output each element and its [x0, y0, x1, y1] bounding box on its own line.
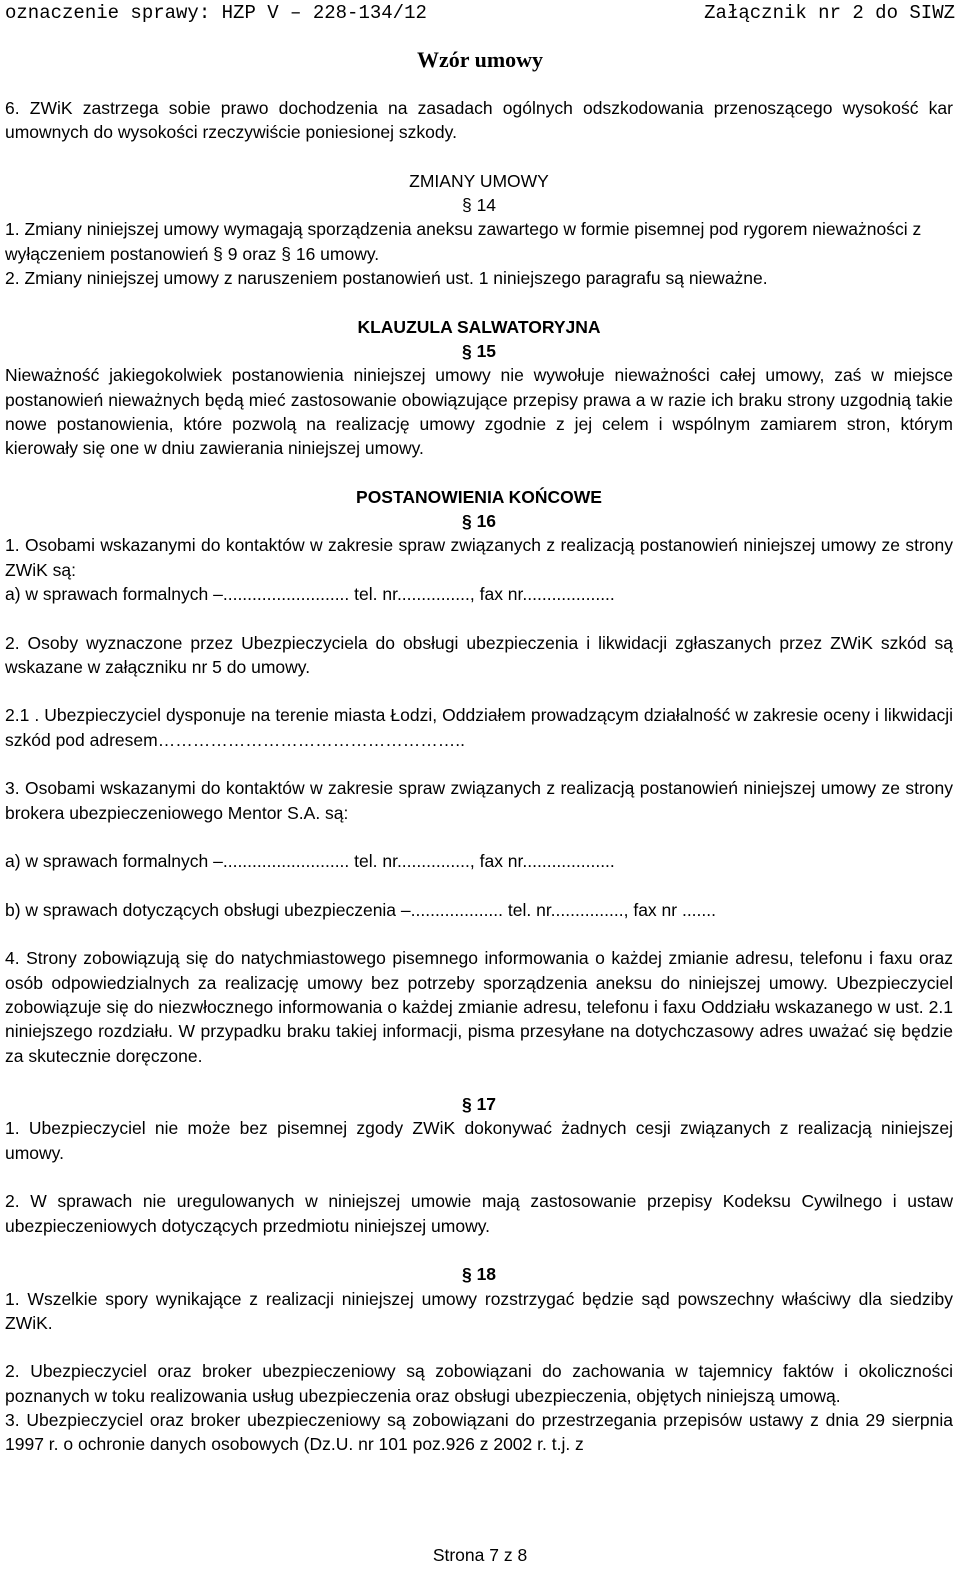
section-14-number: § 14 — [461, 195, 497, 216]
section-18-paragraph-3: 3. Ubezpieczyciel oraz broker ubezpieczeniowy są zobowiązani do przestrzegania przepisów ustawy z dnia 29 sierpnia 1997 r. o ochronie danych osobowych (Dz.U. nr 101 poz.926 z 2002 r. t.j. z — [5, 1410, 953, 1455]
section-15-heading: KLAUZULA SALWATORYJNA — [357, 316, 601, 337]
section-14-paragraph-1: 1. Zmiany niniejszej umowy wymagają sporządzenia aneksu zawartego w formie pisemnej pod rygorem nieważności z wyłączeniem postanowień § 9 oraz § 16 umowy. — [5, 219, 922, 264]
page-header — [5, 0, 955, 26]
case-reference: oznaczenie sprawy: HZP V – 228-134/12 — [5, 2, 427, 24]
section-16-paragraph-3: 3. Osobami wskazanymi do kontaktów w zakresie spraw związanych z realizacją postanowień niniejszej umowy ze strony brokera ubezpieczeniowego Mentor S.A. są: — [5, 778, 953, 823]
section-16-number: § 16 — [461, 511, 497, 532]
section-16-paragraph-2: 2. Osoby wyznaczone przez Ubezpieczyciela do obsługi ubezpieczenia i likwidacji zgłaszanych przez ZWiK szkód są wskazane w załączniku nr 5 do umowy. — [5, 632, 953, 677]
section-16-heading: POSTANOWIENIA KOŃCOWE — [356, 486, 602, 507]
section-16-paragraph-2-1: 2.1 . Ubezpieczyciel dysponuje na terenie miasta Łodzi, Oddziałem prowadzącym działalność w zakresie oceny i likwidacji szkód pod adresem…………………………………………….. — [5, 705, 953, 750]
section-17-paragraph-2: 2. W sprawach nie uregulowanych w niniejszej umowie mają zastosowanie przepisy Kodeksu Cywilnego i ustaw ubezpieczeniowych dotyczących przedmiotu niniejszej umowy. — [5, 1191, 953, 1236]
page-number: Strona 7 z 8 — [432, 1545, 528, 1565]
section-14-heading: ZMIANY UMOWY — [409, 170, 549, 191]
section-14-paragraph-2: 2. Zmiany niniejszej umowy z naruszeniem postanowień ust. 1 niniejszego paragrafu są nieważne. — [5, 268, 768, 289]
section-16-paragraph-4: 4. Strony zobowiązują się do natychmiastowego pisemnego informowania o każdej zmianie adresu, telefonu i faxu oraz osób odpowiedzialnych za realizację umowy bez potrzeby sporządzenia aneksu do niniejszej umowy. Ubezpieczyciel zobowiązuje się do niezwłocznego informowania o każdej zmianie adresu, telefonu i faxu Oddziału wskazanego w ust. 2.1 niniejszego rozdziału. W przypadku braku takiej informacji, pisma przesyłane na dotychczasowy adres uważać się będzie za skutecznie doręczone. — [5, 948, 953, 1066]
section-16-paragraph-3a: a) w sprawach formalnych –.......................... tel. nr..............., fax nr................... — [5, 851, 615, 872]
section-16-paragraph-1: 1. Osobami wskazanymi do kontaktów w zakresie spraw związanych z realizacją postanowień niniejszej umowy ze strony ZWiK są: — [5, 535, 953, 580]
section-16-paragraph-1a: a) w sprawach formalnych –.......................... tel. nr..............., fax nr................... — [5, 583, 615, 604]
attachment-label: Załącznik nr 2 do SIWZ — [704, 2, 955, 24]
section-15-paragraph: Nieważność jakiegokolwiek postanowienia niniejszej umowy nie wywołuje nieważności całej umowy, zaś w miejsce postanowień nieważnych będą mieć zastosowanie obowiązujące przepisy prawa a w razie ich braku strony uzgodnią takie nowe postanowienia, które pozwolą na realizację umowy zgodnie z jej celem i wspólnym zamiarem stron, którym kierowały się one w dniu zawierania niniejszej umowy. — [5, 365, 953, 459]
document-title: Wzór umowy — [416, 47, 544, 72]
section-17-number: § 17 — [461, 1094, 497, 1115]
section-18-paragraph-1: 1. Wszelkie spory wynikające z realizacji niniejszej umowy rozstrzygać będzie sąd powszechny właściwy dla siedziby ZWiK. — [5, 1288, 953, 1333]
section-16-paragraph-3b: b) w sprawach dotyczących obsługi ubezpieczenia –................... tel. nr..............., fax nr ....... — [5, 899, 716, 920]
section-15-number: § 15 — [461, 340, 497, 361]
section-17-paragraph-1: 1. Ubezpieczyciel nie może bez pisemnej zgody ZWiK dokonywać żadnych cesji związanych z realizacją niniejszej umowy. — [5, 1118, 953, 1163]
section-18-paragraph-2: 2. Ubezpieczyciel oraz broker ubezpieczeniowy są zobowiązani do zachowania w tajemnicy faktów i okoliczności poznanych w toku realizowania usług ubezpieczenia oraz obsługi ubezpieczenia, objętych niniejszą umową. — [5, 1361, 953, 1406]
document-body — [5, 96, 953, 1457]
section-18-number: § 18 — [461, 1264, 497, 1285]
paragraph-6: 6. ZWiK zastrzega sobie prawo dochodzenia na zasadach ogólnych odszkodowania przenoszącego wysokość kar umownych do wysokości rzeczywiście poniesionej szkody. — [5, 98, 953, 143]
